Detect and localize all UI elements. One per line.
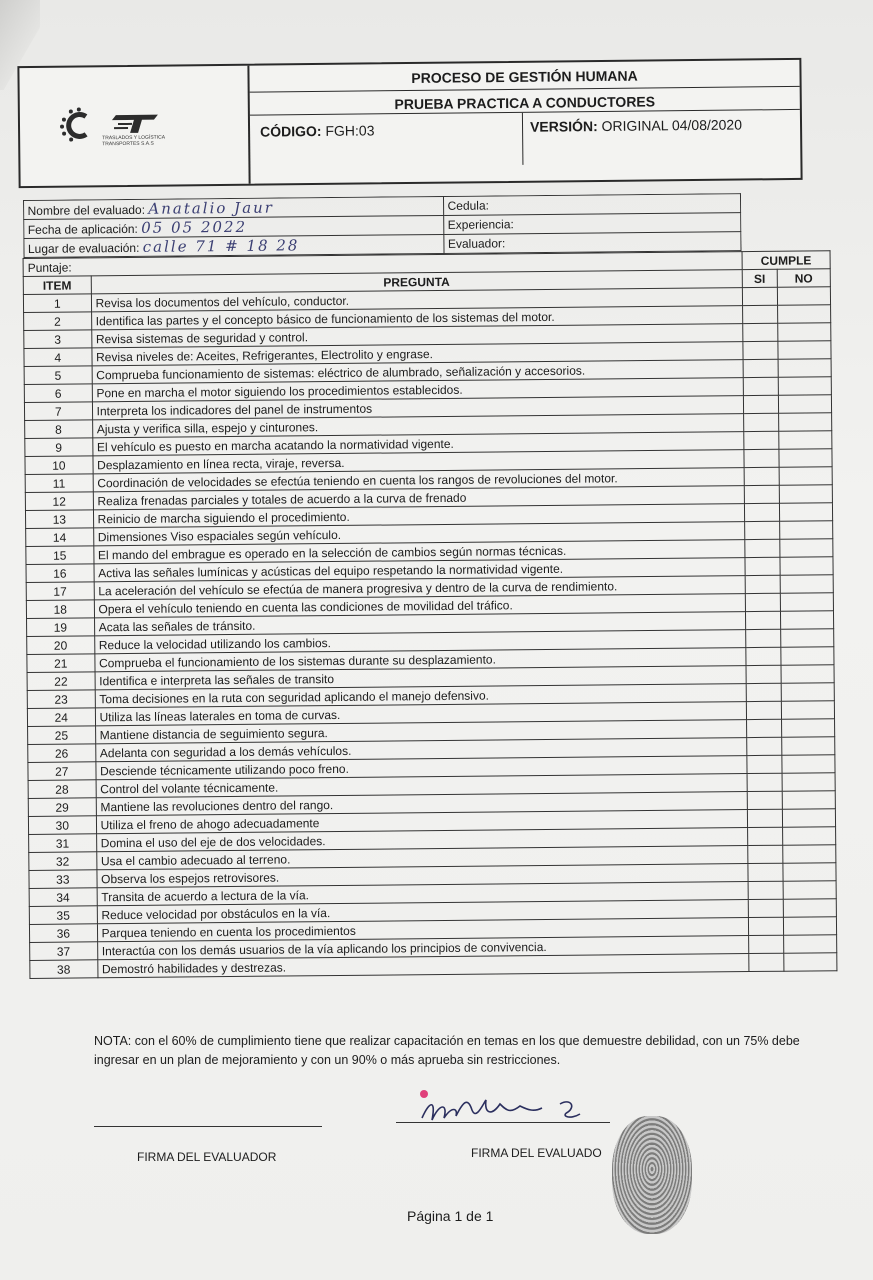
item-number: 4 bbox=[24, 348, 92, 367]
item-number: 1 bbox=[23, 294, 91, 313]
date-value: 05 05 2022 bbox=[141, 217, 248, 237]
yes-checkbox[interactable] bbox=[748, 845, 783, 863]
no-checkbox[interactable] bbox=[782, 791, 835, 810]
yes-checkbox[interactable] bbox=[746, 647, 781, 665]
yes-checkbox[interactable] bbox=[744, 467, 779, 485]
yes-checkbox[interactable] bbox=[745, 539, 780, 557]
evaluator-field[interactable] bbox=[443, 232, 741, 254]
info-row-name bbox=[22, 192, 830, 258]
item-number: 13 bbox=[25, 510, 93, 529]
place-value: calle 71 # 18 28 bbox=[142, 236, 300, 256]
no-checkbox[interactable] bbox=[780, 575, 833, 594]
yes-checkbox[interactable] bbox=[748, 917, 783, 935]
yes-checkbox[interactable] bbox=[746, 665, 781, 683]
item-number: 35 bbox=[29, 906, 97, 925]
item-number: 7 bbox=[24, 402, 92, 421]
no-checkbox[interactable] bbox=[783, 863, 836, 882]
item-number: 34 bbox=[29, 888, 97, 907]
item-question: Revisa los documentos del vehículo, conductor. bbox=[91, 288, 742, 312]
item-number: 26 bbox=[28, 744, 96, 763]
no-checkbox[interactable] bbox=[783, 899, 836, 918]
yes-checkbox[interactable] bbox=[745, 557, 780, 575]
item-number: 22 bbox=[27, 672, 95, 691]
no-checkbox[interactable] bbox=[779, 485, 832, 504]
item-question: Control del volante técnicamente. bbox=[96, 774, 747, 798]
no-checkbox[interactable] bbox=[778, 395, 831, 414]
no-checkbox[interactable] bbox=[781, 719, 834, 738]
info-inner bbox=[22, 193, 741, 258]
no-checkbox[interactable] bbox=[782, 755, 835, 774]
page-number: Página 1 de 1 bbox=[407, 1208, 494, 1224]
no-checkbox[interactable] bbox=[781, 683, 834, 702]
no-checkbox[interactable] bbox=[779, 503, 832, 522]
item-number: 38 bbox=[30, 960, 98, 979]
item-number: 31 bbox=[29, 834, 97, 853]
yes-checkbox[interactable] bbox=[742, 305, 777, 323]
version-value: ORIGINAL 04/08/2020 bbox=[601, 116, 743, 134]
yes-checkbox[interactable] bbox=[744, 431, 779, 449]
place-label: Lugar de evaluación: bbox=[27, 240, 140, 256]
yes-checkbox[interactable] bbox=[747, 773, 782, 791]
no-checkbox[interactable] bbox=[783, 917, 836, 936]
item-number: 29 bbox=[28, 798, 96, 817]
form-title: PRUEBA PRACTICA A CONDUCTORES bbox=[250, 87, 800, 116]
cumple-header: CUMPLE bbox=[742, 251, 830, 270]
item-question: Desciende técnicamente utilizando poco freno. bbox=[95, 756, 746, 780]
item-number: 16 bbox=[26, 564, 94, 583]
yes-checkbox[interactable] bbox=[744, 503, 779, 521]
no-checkbox[interactable] bbox=[780, 611, 833, 630]
item-question: Identifica e interpreta las señales de transito bbox=[95, 666, 746, 690]
no-checkbox[interactable] bbox=[782, 809, 835, 828]
no-checkbox[interactable] bbox=[782, 845, 835, 864]
yes-checkbox[interactable] bbox=[745, 521, 780, 539]
item-question: Ajusta y verifica silla, espejo y cinturones. bbox=[92, 414, 743, 438]
id-label: Cedula: bbox=[447, 198, 490, 213]
item-question: Usa el cambio adecuado al terreno. bbox=[96, 846, 747, 870]
yes-checkbox[interactable] bbox=[742, 287, 777, 305]
item-question: Toma decisiones en la ruta con seguridad aplicando el manejo defensivo. bbox=[95, 684, 746, 708]
yes-checkbox[interactable] bbox=[743, 395, 778, 413]
yes-checkbox[interactable] bbox=[743, 359, 778, 377]
name-value: Anatalio Jaur bbox=[148, 198, 275, 218]
item-number: 9 bbox=[25, 438, 93, 457]
item-question: Mantiene distancia de seguimiento segura. bbox=[95, 720, 746, 744]
item-question: Acata las señales de tránsito. bbox=[94, 612, 745, 636]
item-number: 12 bbox=[25, 492, 93, 511]
item-question: El mando del embrague es operado en la selección de cambios según normas técnicas. bbox=[93, 540, 744, 564]
no-checkbox[interactable] bbox=[778, 341, 831, 360]
logo-cell bbox=[19, 66, 250, 186]
item-question: Observa los espejos retrovisores. bbox=[97, 864, 748, 888]
score-label: Puntaje: bbox=[27, 260, 72, 275]
yes-checkbox[interactable] bbox=[745, 611, 780, 629]
item-question: Parquea teniendo en cuenta los procedimientos bbox=[97, 918, 748, 942]
fingerprint-icon bbox=[612, 1116, 692, 1234]
item-question: Opera el vehículo teniendo en cuenta las condiciones de movilidad del tráfico. bbox=[94, 594, 745, 618]
form-code bbox=[260, 122, 375, 139]
name-label: Nombre del evaluado: bbox=[27, 202, 146, 218]
date-label: Fecha de aplicación: bbox=[27, 221, 138, 237]
no-checkbox[interactable] bbox=[777, 323, 830, 342]
item-number: 24 bbox=[27, 708, 95, 727]
item-number: 18 bbox=[26, 600, 94, 619]
experience-label: Experiencia: bbox=[447, 217, 514, 232]
item-number: 36 bbox=[29, 924, 97, 943]
item-number: 21 bbox=[27, 654, 95, 673]
yes-checkbox[interactable] bbox=[747, 827, 782, 845]
evaluator-signature-line[interactable] bbox=[94, 1126, 322, 1127]
item-question: Utiliza el freno de ahogo adecuadamente bbox=[96, 810, 747, 834]
yes-checkbox[interactable] bbox=[749, 953, 784, 971]
evaluation-table bbox=[22, 192, 837, 979]
item-question: Reduce velocidad por obstáculos en la vía. bbox=[97, 900, 748, 924]
evaluated-signature-line[interactable] bbox=[396, 1122, 610, 1123]
no-checkbox[interactable] bbox=[777, 305, 830, 324]
yes-checkbox[interactable] bbox=[743, 323, 778, 341]
form-header bbox=[17, 58, 802, 188]
form-version bbox=[530, 117, 742, 135]
company-logo-icon bbox=[60, 107, 96, 143]
item-question: Comprueba funcionamiento de sistemas: eléctrico de alumbrado, señalización y accesorios. bbox=[92, 360, 743, 384]
no-checkbox[interactable] bbox=[783, 881, 836, 900]
yes-checkbox[interactable] bbox=[748, 863, 783, 881]
no-checkbox[interactable] bbox=[780, 593, 833, 612]
item-question: Identifica las partes y el concepto básico de funcionamiento de los sistemas del motor. bbox=[91, 306, 742, 330]
item-number: 30 bbox=[28, 816, 96, 835]
yes-checkbox[interactable] bbox=[745, 593, 780, 611]
items-body bbox=[23, 287, 837, 979]
yes-checkbox[interactable] bbox=[748, 899, 783, 917]
item-question: Comprueba el funcionamiento de los sistemas durante su desplazamiento. bbox=[94, 648, 745, 672]
item-question: Adelanta con seguridad a los demás vehículos. bbox=[95, 738, 746, 762]
code-value: FGH:03 bbox=[325, 122, 375, 139]
code-label: CÓDIGO: bbox=[259, 122, 322, 140]
no-checkbox[interactable] bbox=[783, 935, 836, 954]
no-checkbox[interactable] bbox=[782, 827, 835, 846]
item-number: 20 bbox=[27, 636, 95, 655]
item-question: Realiza frenadas parciales y totales de acuerdo a la curva de frenado bbox=[93, 486, 744, 510]
item-number: 11 bbox=[25, 474, 93, 493]
item-question: Reduce la velocidad utilizando los cambios. bbox=[94, 630, 745, 654]
item-question: Desplazamiento en línea recta, viraje, reversa. bbox=[93, 450, 744, 474]
yes-header: SI bbox=[742, 269, 777, 287]
item-number: 10 bbox=[25, 456, 93, 475]
yes-checkbox[interactable] bbox=[744, 449, 779, 467]
item-question: Utiliza las líneas laterales en toma de curvas. bbox=[95, 702, 746, 726]
no-checkbox[interactable] bbox=[778, 377, 831, 396]
no-checkbox[interactable] bbox=[782, 773, 835, 792]
evaluation-table-wrap bbox=[22, 192, 838, 1022]
item-number: 25 bbox=[28, 726, 96, 745]
no-checkbox[interactable] bbox=[780, 629, 833, 648]
item-question: Coordinación de velocidades se efectúa teniendo en cuenta los rangos de revoluciones del motor. bbox=[93, 468, 744, 492]
item-question: La aceleración del vehículo se efectúa de manera progresiva y dentro de la curva de rendimiento. bbox=[94, 576, 745, 600]
item-number: 32 bbox=[29, 852, 97, 871]
item-header: ITEM bbox=[23, 276, 91, 295]
item-question: Interpreta los indicadores del panel de instrumentos bbox=[92, 396, 743, 420]
item-number: 6 bbox=[24, 384, 92, 403]
item-question: Domina el uso del eje de dos velocidades. bbox=[96, 828, 747, 852]
evaluator-label: Evaluador: bbox=[447, 236, 506, 251]
yes-checkbox[interactable] bbox=[746, 701, 781, 719]
no-checkbox[interactable] bbox=[779, 449, 832, 468]
item-number: 17 bbox=[26, 582, 94, 601]
item-number: 28 bbox=[28, 780, 96, 799]
item-number: 5 bbox=[24, 366, 92, 385]
no-checkbox[interactable] bbox=[778, 359, 831, 378]
evaluator-signature-label: FIRMA DEL EVALUADOR bbox=[137, 1150, 277, 1164]
no-checkbox[interactable] bbox=[780, 557, 833, 576]
no-checkbox[interactable] bbox=[779, 467, 832, 486]
yes-checkbox[interactable] bbox=[744, 485, 779, 503]
item-number: 14 bbox=[26, 528, 94, 547]
place-field[interactable] bbox=[23, 234, 443, 257]
version-label: VERSIÓN: bbox=[529, 118, 598, 135]
no-checkbox[interactable] bbox=[779, 521, 832, 540]
yes-checkbox[interactable] bbox=[747, 755, 782, 773]
no-checkbox[interactable] bbox=[781, 701, 834, 720]
no-checkbox[interactable] bbox=[778, 413, 831, 432]
yes-checkbox[interactable] bbox=[746, 629, 781, 647]
yes-checkbox[interactable] bbox=[747, 737, 782, 755]
item-question: Interactúa con los demás usuarios de la vía aplicando los principios de convivencia. bbox=[97, 936, 748, 960]
no-checkbox[interactable] bbox=[777, 287, 830, 306]
yes-checkbox[interactable] bbox=[746, 719, 781, 737]
no-checkbox[interactable] bbox=[781, 665, 834, 684]
yes-checkbox[interactable] bbox=[748, 881, 783, 899]
item-question: Pone en marcha el motor siguiendo los procedimientos establecidos. bbox=[92, 378, 743, 402]
item-question: Transita de acuerdo a lectura de la vía. bbox=[97, 882, 748, 906]
item-question: Revisa sistemas de seguridad y control. bbox=[91, 324, 742, 348]
item-question: Dimensiones Viso espaciales según vehículo. bbox=[93, 522, 744, 546]
item-number: 15 bbox=[26, 546, 94, 565]
item-number: 27 bbox=[28, 762, 96, 781]
yes-checkbox[interactable] bbox=[743, 341, 778, 359]
yes-checkbox[interactable] bbox=[747, 809, 782, 827]
item-number: 3 bbox=[24, 330, 92, 349]
no-checkbox[interactable] bbox=[781, 647, 834, 666]
no-checkbox[interactable] bbox=[780, 539, 833, 558]
item-question: Revisa niveles de: Aceites, Refrigerantes, Electrolito y engrase. bbox=[92, 342, 743, 366]
process-title: PROCESO DE GESTIÓN HUMANA bbox=[249, 60, 799, 93]
item-number: 2 bbox=[24, 312, 92, 331]
yes-checkbox[interactable] bbox=[749, 935, 784, 953]
yes-checkbox[interactable] bbox=[743, 413, 778, 431]
no-checkbox[interactable] bbox=[783, 953, 836, 972]
no-header: NO bbox=[777, 269, 830, 288]
item-question: Activa las señales lumínicas y acústicas del equipo respetando la normatividad vigente. bbox=[94, 558, 745, 582]
item-number: 33 bbox=[29, 870, 97, 889]
no-checkbox[interactable] bbox=[781, 737, 834, 756]
yes-checkbox[interactable] bbox=[746, 683, 781, 701]
item-number: 19 bbox=[27, 618, 95, 637]
item-number: 37 bbox=[30, 942, 98, 961]
note-text: NOTA: con el 60% de cumplimiento tiene que realizar capacitación en temas en los que demuestre debilidad, con un 75% debe ingresar en un plan de mejoramiento y con un 90% o más aprueba sin restricciones. bbox=[94, 1034, 800, 1067]
item-number: 23 bbox=[27, 690, 95, 709]
item-question: Mantiene las revoluciones dentro del rango. bbox=[96, 792, 747, 816]
evaluated-signature-label: FIRMA DEL EVALUADO bbox=[471, 1146, 602, 1160]
yes-checkbox[interactable] bbox=[747, 791, 782, 809]
no-checkbox[interactable] bbox=[778, 431, 831, 450]
item-question: El vehículo es puesto en marcha acatando la normatividad vigente. bbox=[92, 432, 743, 456]
item-question: Reinicio de marcha siguiendo el procedimiento. bbox=[93, 504, 744, 528]
question-header: PREGUNTA bbox=[91, 270, 742, 294]
item-number: 8 bbox=[25, 420, 93, 439]
yes-checkbox[interactable] bbox=[743, 377, 778, 395]
yes-checkbox[interactable] bbox=[745, 575, 780, 593]
item-question: Demostró habilidades y destrezas. bbox=[97, 954, 748, 978]
logo-text: TRASLADOS Y LOGÍSTICA TRANSPORTES S.A.S bbox=[102, 134, 165, 148]
